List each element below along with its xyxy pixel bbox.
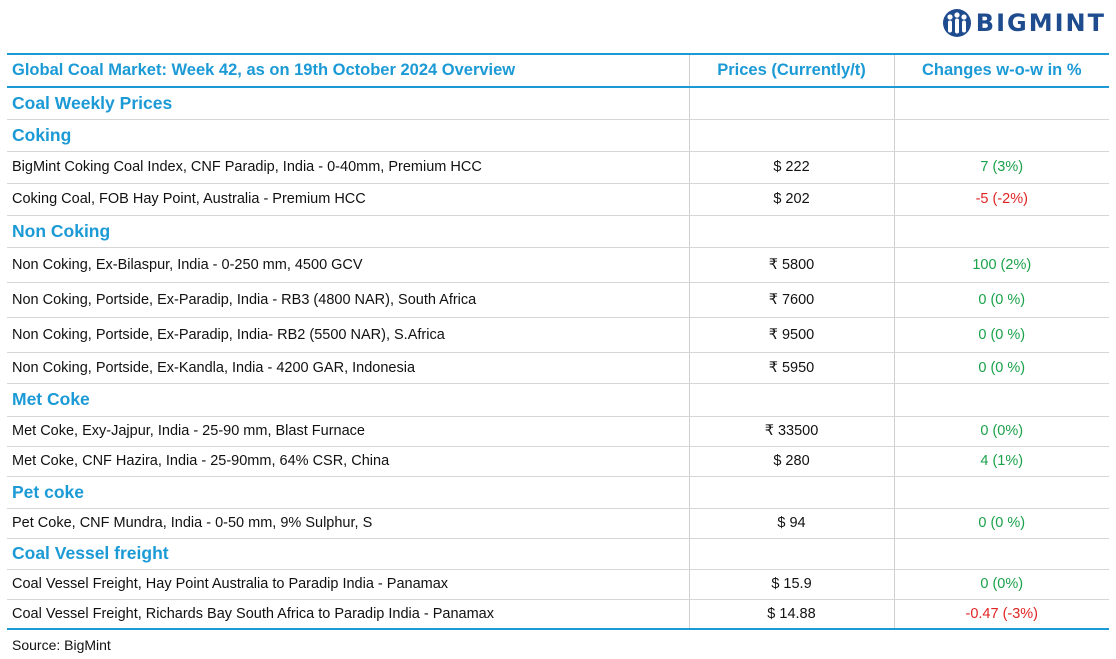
brand-name: BIGMINT <box>975 9 1106 37</box>
item-price: $ 222 <box>689 151 894 183</box>
bigmint-people-logo-icon <box>942 6 972 40</box>
item-change: 0 (0%) <box>894 416 1109 446</box>
item-price: $ 14.88 <box>689 599 894 629</box>
item-change: 4 (1%) <box>894 446 1109 476</box>
item-change: 7 (3%) <box>894 151 1109 183</box>
table-row <box>7 508 1109 538</box>
item-name: Non Coking, Ex-Bilaspur, India - 0-250 mm, 4500 GCV <box>7 247 689 282</box>
table-row <box>7 317 1109 352</box>
item-price: ₹ 33500 <box>689 416 894 446</box>
section-title: Met Coke <box>7 383 689 416</box>
item-change: -5 (-2%) <box>894 183 1109 215</box>
item-name: Non Coking, Portside, Ex-Kandla, India - 4200 GAR, Indonesia <box>7 352 689 383</box>
item-price: $ 280 <box>689 446 894 476</box>
item-change: 0 (0%) <box>894 569 1109 599</box>
item-name: Non Coking, Portside, Ex-Paradip, India- RB2 (5500 NAR), S.Africa <box>7 317 689 352</box>
table-row <box>7 151 1109 183</box>
item-change: 100 (2%) <box>894 247 1109 282</box>
item-price: $ 15.9 <box>689 569 894 599</box>
item-name: BigMint Coking Coal Index, CNF Paradip, India - 0-40mm, Premium HCC <box>7 151 689 183</box>
section-row-met-coke <box>7 383 1109 416</box>
section-row-weekly <box>7 87 1109 119</box>
item-price: $ 94 <box>689 508 894 538</box>
table-row <box>7 416 1109 446</box>
header-prices: Prices (Currently/t) <box>689 54 894 87</box>
section-title: Coal Weekly Prices <box>7 87 689 119</box>
section-row-non-coking <box>7 215 1109 247</box>
section-row-vessel <box>7 538 1109 569</box>
table-row <box>7 599 1109 629</box>
table-header-row <box>7 54 1109 87</box>
item-change: -0.47 (-3%) <box>894 599 1109 629</box>
item-name: Met Coke, CNF Hazira, India - 25-90mm, 64% CSR, China <box>7 446 689 476</box>
item-name: Pet Coke, CNF Mundra, India - 0-50 mm, 9% Sulphur, S <box>7 508 689 538</box>
header-changes: Changes w-o-w in % <box>894 54 1109 87</box>
section-title: Non Coking <box>7 215 689 247</box>
item-name: Non Coking, Portside, Ex-Paradip, India - RB3 (4800 NAR), South Africa <box>7 282 689 317</box>
item-name: Coal Vessel Freight, Hay Point Australia to Paradip India - Panamax <box>7 569 689 599</box>
item-name: Coking Coal, FOB Hay Point, Australia - Premium HCC <box>7 183 689 215</box>
table-row <box>7 183 1109 215</box>
table-row <box>7 352 1109 383</box>
item-change: 0 (0 %) <box>894 317 1109 352</box>
section-title: Pet coke <box>7 476 689 508</box>
item-price: ₹ 9500 <box>689 317 894 352</box>
item-change: 0 (0 %) <box>894 508 1109 538</box>
section-row-coking <box>7 119 1109 151</box>
item-price: ₹ 5950 <box>689 352 894 383</box>
item-price: ₹ 5800 <box>689 247 894 282</box>
item-change: 0 (0 %) <box>894 352 1109 383</box>
table-row <box>7 282 1109 317</box>
source-note: Source: BigMint <box>12 637 111 653</box>
item-price: ₹ 7600 <box>689 282 894 317</box>
bigmint-logo <box>942 6 1106 40</box>
header-overview: Global Coal Market: Week 42, as on 19th October 2024 Overview <box>7 54 689 87</box>
section-title: Coking <box>7 119 689 151</box>
item-name: Coal Vessel Freight, Richards Bay South Africa to Paradip India - Panamax <box>7 599 689 629</box>
item-name: Met Coke, Exy-Jajpur, India - 25-90 mm, Blast Furnace <box>7 416 689 446</box>
table-row <box>7 569 1109 599</box>
item-price: $ 202 <box>689 183 894 215</box>
table-row <box>7 247 1109 282</box>
table-row <box>7 446 1109 476</box>
coal-market-table <box>7 53 1109 630</box>
section-title: Coal Vessel freight <box>7 538 689 569</box>
section-row-pet-coke <box>7 476 1109 508</box>
item-change: 0 (0 %) <box>894 282 1109 317</box>
